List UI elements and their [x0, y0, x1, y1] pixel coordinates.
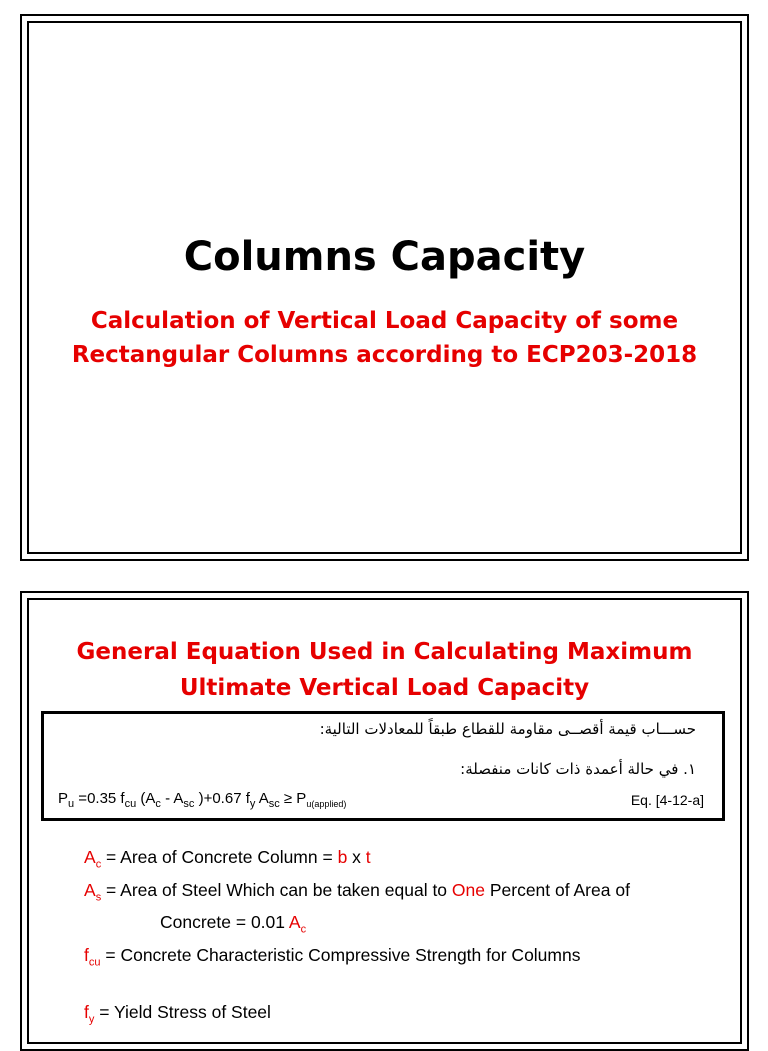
- equation-slide-title: [42, 634, 727, 706]
- subtitle-line-1: Calculation of Vertical Load Capacity of some: [90, 308, 679, 334]
- definition-text: Percent of Area of: [484, 879, 630, 900]
- arabic-case: ١. في حالة أعمدة ذات كانات منفصلة:: [460, 760, 696, 778]
- definition-text: = Yield Stress of Steel: [94, 1002, 271, 1022]
- definition-ac: [84, 845, 727, 878]
- symbol-sub: s: [95, 891, 102, 903]
- definition-text: x: [347, 847, 366, 867]
- symbol: f: [84, 1002, 89, 1022]
- formula-c: c: [155, 798, 161, 810]
- capacity-formula: [58, 790, 346, 810]
- symbol-b: b: [337, 847, 348, 867]
- definition-as-continued: [84, 910, 727, 943]
- formula-sc: sc: [183, 798, 195, 810]
- equation-reference: Eq. [4-12-a]: [630, 792, 704, 808]
- formula-part: - A: [160, 790, 184, 807]
- title-line-2: Ultimate Vertical Load Capacity: [179, 675, 590, 701]
- arabic-heading: حســـاب قيمة أقصــى مقاومة للقطاع طبقاً للمعادلات التالية:: [319, 720, 696, 738]
- definition-text: = Area of Concrete Column =: [101, 847, 338, 867]
- symbol-sub: cu: [88, 956, 101, 968]
- slide-title: [20, 14, 749, 561]
- formula-y: y: [249, 798, 256, 810]
- formula-part: )+0.67 f: [194, 790, 250, 807]
- definition-as: [84, 878, 727, 911]
- equation-box: [41, 711, 725, 821]
- definition-text: = Concrete Characteristic Compressive Strength for Columns: [100, 944, 581, 965]
- formula-part: (A: [136, 790, 156, 807]
- definition-text: Concrete = 0.01: [160, 912, 289, 932]
- formula-part: ≥ P: [279, 790, 307, 807]
- symbol-t: t: [365, 847, 371, 867]
- definition-fy: [84, 1000, 727, 1033]
- highlight-one: One: [451, 879, 485, 900]
- formula-part: A: [255, 790, 269, 807]
- subtitle-line-2: Rectangular Columns according to ECP203-2018: [71, 342, 698, 368]
- formula-p: P: [58, 790, 69, 807]
- formula-applied: u(applied): [306, 799, 347, 809]
- symbol: A: [288, 912, 301, 932]
- symbol: f: [84, 944, 89, 965]
- slide-equation: [20, 591, 749, 1051]
- symbol-sub: c: [300, 923, 307, 936]
- formula-cu: cu: [124, 798, 137, 810]
- definition-text: = Area of Steel Which can be taken equal to: [101, 879, 452, 900]
- symbol: A: [84, 847, 96, 867]
- symbol: A: [84, 879, 96, 900]
- slide-title-heading: Columns Capacity: [183, 234, 586, 280]
- definition-fcu: [84, 943, 727, 976]
- formula-part: =0.35 f: [74, 790, 125, 807]
- formula-u: u: [68, 798, 75, 810]
- slide-subtitle: [62, 304, 707, 372]
- symbol-sub: c: [95, 858, 102, 871]
- slide-inner-border: [27, 21, 742, 554]
- symbol-sub: y: [88, 1013, 95, 1026]
- formula-sc: sc: [268, 798, 280, 810]
- title-line-1: General Equation Used in Calculating Maximum: [76, 639, 693, 665]
- definitions-list: [84, 845, 727, 1033]
